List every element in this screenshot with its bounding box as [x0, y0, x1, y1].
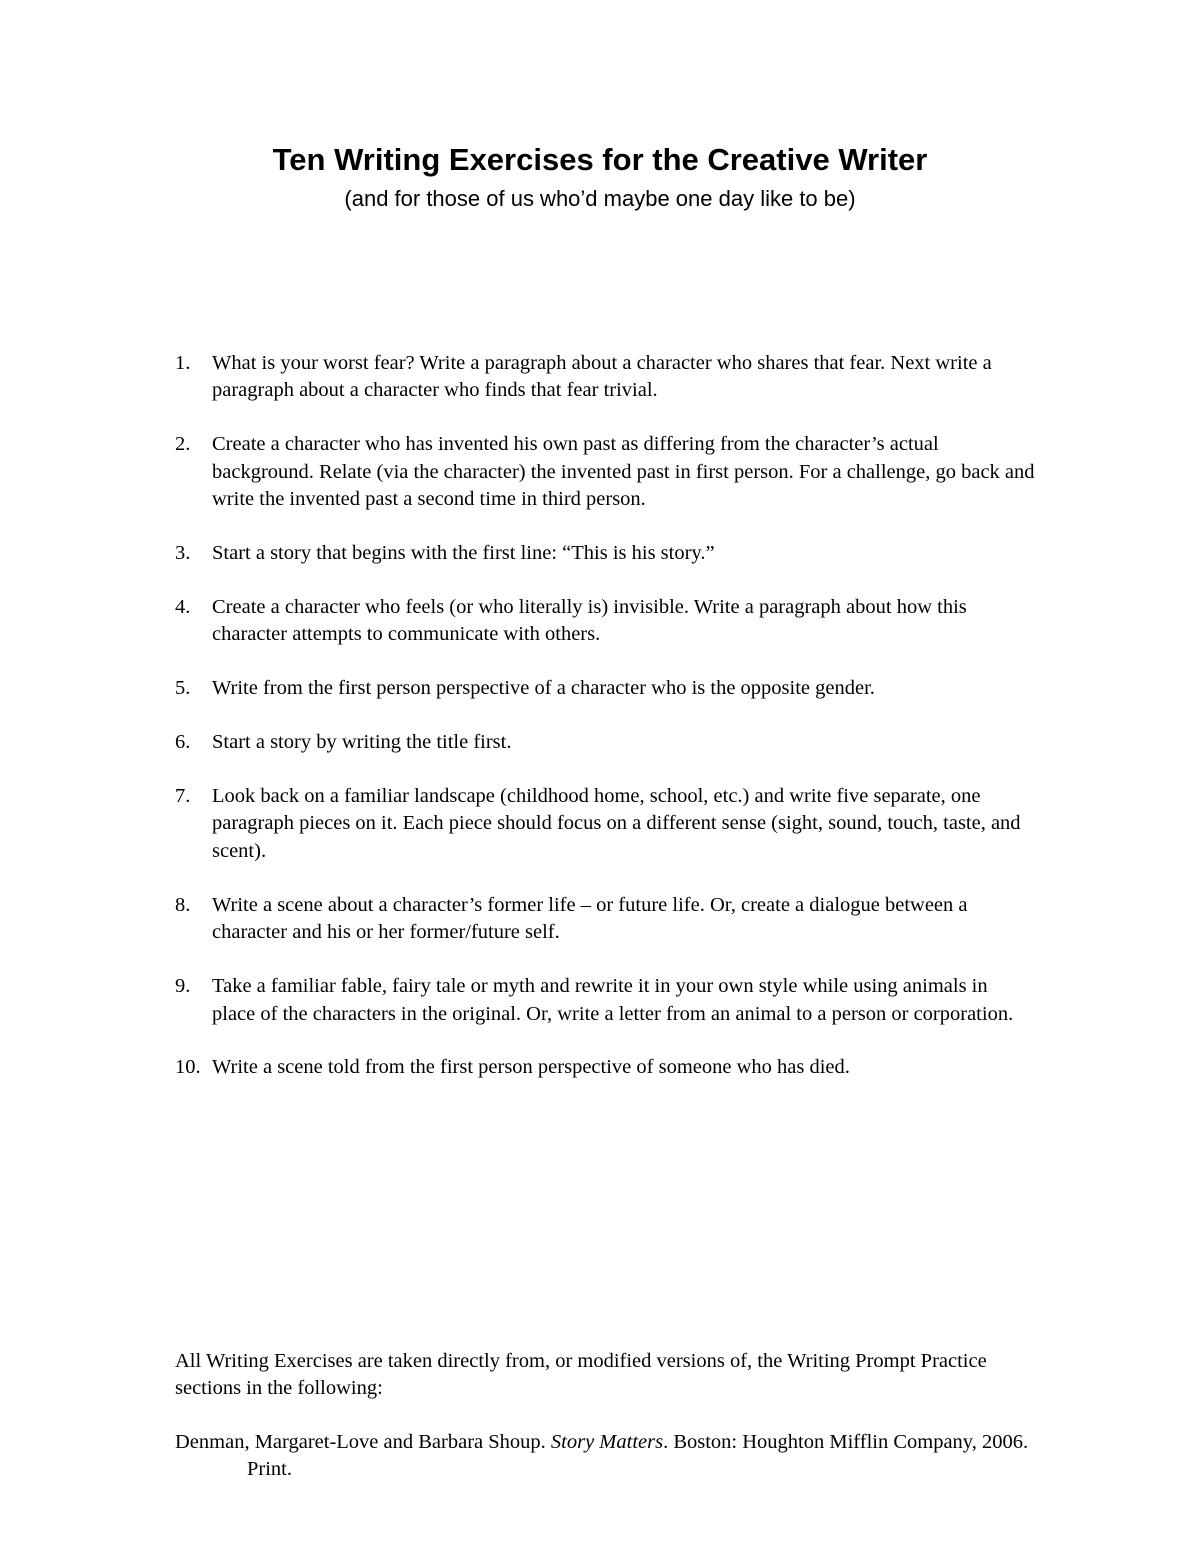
list-item: [175, 1054, 1035, 1081]
source-note: All Writing Exercises are taken directly from, or modified versions of, the Writing Prompt Practice sections in the following:: [175, 1350, 987, 1400]
citation-book-title: Story Matters: [550, 1431, 664, 1453]
list-item-number: 9.: [175, 975, 191, 998]
list-item-number: 7.: [175, 785, 191, 808]
list-item: [175, 540, 1035, 567]
list-item: [175, 973, 1035, 1028]
list-item-text: Write a scene about a character’s former life – or future life. Or, create a dialogue between a character and his or her former/future self.: [212, 893, 968, 944]
list-item-number: 2.: [175, 433, 191, 456]
list-item-text: Start a story that begins with the first line: “This is his story.”: [212, 542, 715, 565]
list-item-text: Look back on a familiar landscape (childhood home, school, etc.) and write five separate, one paragraph pieces on it. Each piece should focus on a different sense (sight, sound, touch, taste, and scent).: [212, 785, 1021, 862]
list-item-text: Start a story by writing the title first.: [212, 731, 512, 754]
list-item-number: 10.: [175, 1056, 201, 1079]
list-item-text: Create a character who has invented his own past as differing from the character’s actual background. Relate (via the character) the invented past in first person. For a challenge, go back and write the invented past a second time in third person.: [212, 433, 1035, 511]
citation-authors: Denman, Margaret-Love and Barbara Shoup.: [175, 1431, 546, 1453]
list-item-text: Write from the first person perspective of a character who is the opposite gender.: [212, 677, 875, 700]
list-item: [175, 431, 1035, 513]
list-item: [175, 350, 1035, 405]
list-item-text: Take a familiar fable, fairy tale or myth and rewrite it in your own style while using animals in place of the characters in the original. Or, write a letter from an animal to a person or corporation.: [212, 975, 1014, 1025]
list-item-number: 3.: [175, 542, 191, 565]
list-item: [175, 594, 1035, 649]
list-item-number: 1.: [175, 352, 191, 374]
citation-publication: . Boston: Houghton Mifflin Company, 2006. Print.: [247, 1431, 1029, 1481]
list-item-text: Create a character who feels (or who literally is) invisible. Write a paragraph about how this character attempts to communicate with others.: [212, 595, 967, 646]
exercise-list: [175, 350, 1035, 1108]
citation: [175, 1429, 1035, 1484]
list-item: [175, 892, 1035, 947]
list-item-text: Write a scene told from the first person perspective of someone who has died.: [212, 1056, 850, 1079]
page-subtitle: (and for those of us who’d maybe one day like to be): [344, 186, 856, 211]
list-item: [175, 729, 1035, 756]
list-item-text: What is your worst fear? Write a paragraph about a character who shares that fear. Next write a paragraph about a character who finds that fear trivial.: [212, 352, 992, 402]
list-item-number: 4.: [175, 595, 191, 618]
list-item: [175, 783, 1035, 865]
list-item: [175, 675, 1035, 702]
page-title: Ten Writing Exercises for the Creative Writer: [272, 142, 928, 177]
list-item-number: 5.: [175, 677, 191, 700]
list-item-number: 6.: [175, 731, 191, 754]
list-item-number: 8.: [175, 893, 191, 916]
